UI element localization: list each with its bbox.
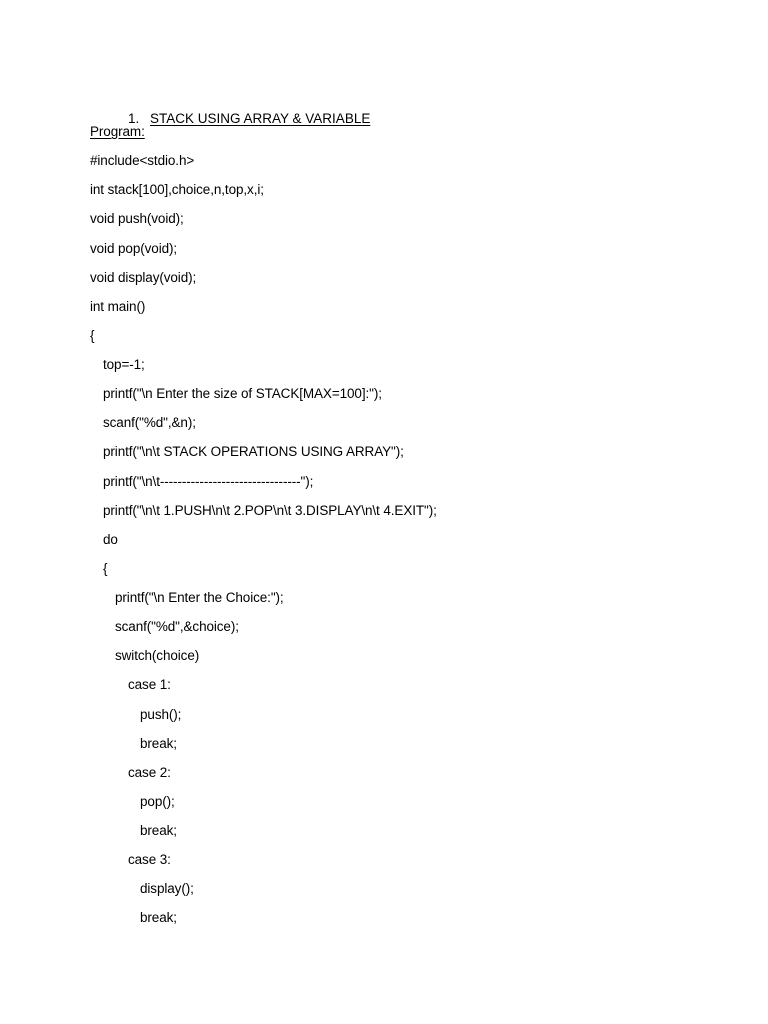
code-line: { bbox=[90, 328, 95, 343]
code-line: scanf("%d",&n); bbox=[103, 415, 196, 430]
code-line: top=-1; bbox=[103, 357, 145, 372]
code-line: printf("\n Enter the Choice:"); bbox=[115, 590, 284, 605]
section-heading bbox=[113, 95, 370, 143]
code-line: void pop(void); bbox=[90, 241, 178, 256]
code-line: break; bbox=[140, 736, 177, 751]
code-line: printf("\n\t--------------------------------"); bbox=[103, 474, 314, 489]
code-line: display(); bbox=[140, 881, 194, 896]
code-line: case 1: bbox=[128, 677, 171, 692]
code-line: int main() bbox=[90, 299, 146, 314]
code-line: int stack[100],choice,n,top,x,i; bbox=[90, 182, 264, 197]
code-line: { bbox=[103, 561, 108, 576]
heading-number: 1. bbox=[128, 111, 140, 126]
code-line: break; bbox=[140, 823, 177, 838]
code-line: printf("\n Enter the size of STACK[MAX=100]:"); bbox=[103, 386, 382, 401]
code-line: void display(void); bbox=[90, 270, 197, 285]
code-line: scanf("%d",&choice); bbox=[115, 619, 239, 634]
program-label: Program: bbox=[90, 124, 145, 139]
code-line: case 2: bbox=[128, 765, 171, 780]
code-line: switch(choice) bbox=[115, 648, 200, 663]
code-line: pop(); bbox=[140, 794, 175, 809]
code-line: do bbox=[103, 532, 118, 547]
code-line: push(); bbox=[140, 707, 182, 722]
code-line: break; bbox=[140, 910, 177, 925]
code-line: case 3: bbox=[128, 852, 171, 867]
heading-title: STACK USING ARRAY & VARIABLE bbox=[150, 111, 371, 126]
code-line: #include<stdio.h> bbox=[90, 153, 195, 168]
code-line: void push(void); bbox=[90, 211, 184, 226]
code-line: printf("\n\t STACK OPERATIONS USING ARRAY"); bbox=[103, 444, 404, 459]
code-line: printf("\n\t 1.PUSH\n\t 2.POP\n\t 3.DISPLAY\n\t 4.EXIT"); bbox=[103, 503, 437, 518]
